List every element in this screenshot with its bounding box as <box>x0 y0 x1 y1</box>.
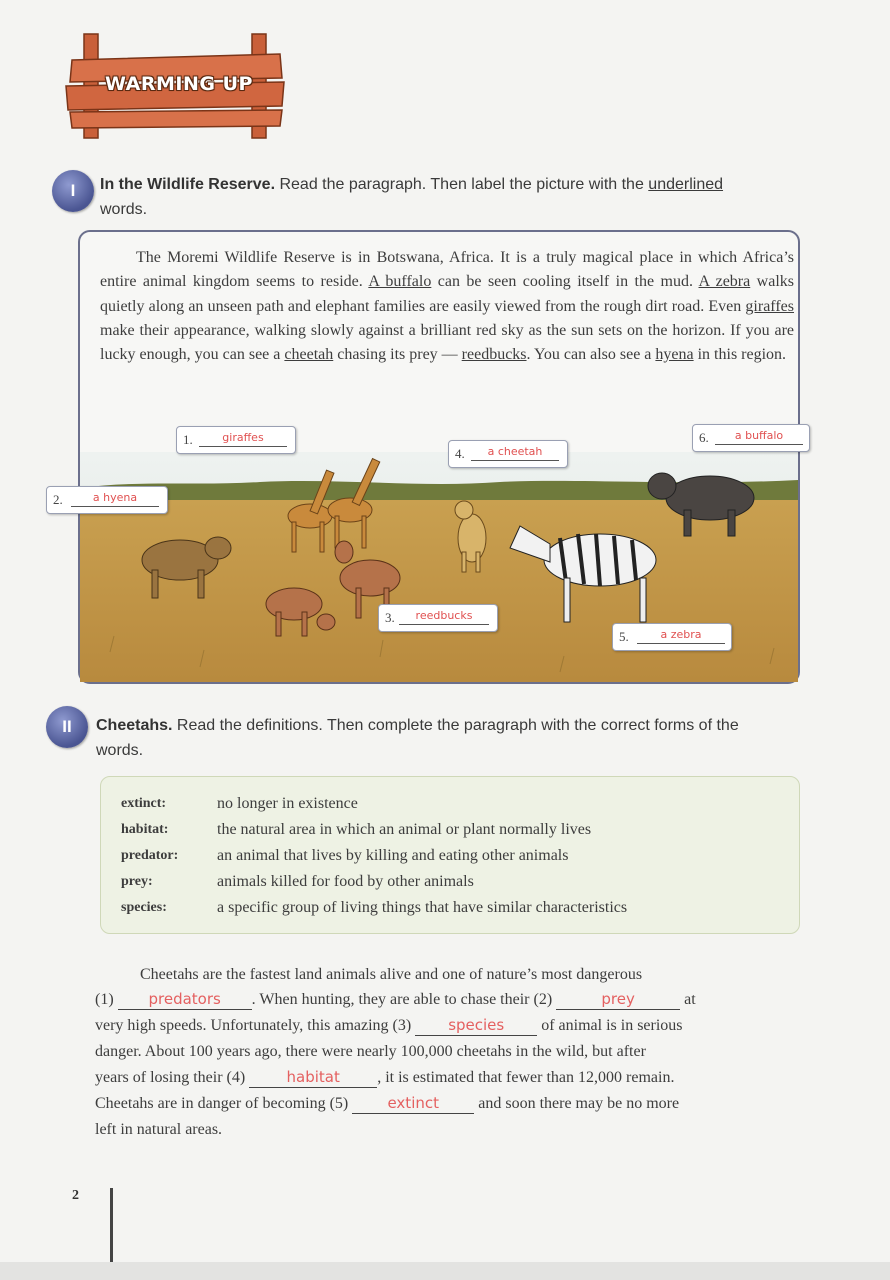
section-1-badge: I <box>52 170 94 212</box>
page-number: 2 <box>72 1188 79 1203</box>
cheetah-paragraph-line-5 <box>95 1069 800 1088</box>
paragraph-text: Africa’s entire animal kingdom seems to reside. <box>100 249 794 291</box>
cheetah-paragraph-line-3 <box>95 1017 800 1036</box>
paragraph-text: , it is estimated that fewer than 12,000 remain. <box>377 1069 675 1086</box>
label-answer: a hyena <box>71 491 159 507</box>
definition-term: species: <box>121 900 167 915</box>
page-bottom-band <box>0 1262 890 1280</box>
wildlife-reserve-frame <box>53 230 800 684</box>
label-number: 2. <box>53 492 63 507</box>
paragraph-text: . You can also see a <box>526 346 656 364</box>
definition-term: prey: <box>121 874 153 889</box>
underlined-word: underlined <box>648 176 724 193</box>
paragraph-text: (1) <box>95 991 118 1008</box>
blank-answer-2[interactable]: prey <box>556 991 680 1010</box>
blank-answer-5[interactable]: extinct <box>352 1095 474 1114</box>
definition-term: extinct: <box>121 796 167 811</box>
label-answer: a zebra <box>637 628 725 644</box>
blank-answer-1[interactable]: predators <box>118 991 252 1010</box>
definition-text: animals killed for food by other animals <box>217 873 474 890</box>
label-number: 6. <box>699 430 709 445</box>
blank-answer-4[interactable]: habitat <box>249 1069 377 1088</box>
paragraph-text: very high speeds. Unfortunately, this amazing (3) <box>95 1017 416 1034</box>
label-6-buffalo[interactable] <box>692 424 810 452</box>
underlined-vocab-word: A zebra <box>698 273 751 291</box>
section-1-title: In the Wildlife Reserve. <box>100 176 276 193</box>
section-1-instruction: Read the paragraph. Then label the picture with the <box>275 176 649 193</box>
cheetah-paragraph-line-7: left in natural areas. <box>95 1121 223 1138</box>
page-divider <box>110 1188 113 1263</box>
paragraph-text: of animal is in serious <box>537 1017 683 1034</box>
definition-text: an animal that lives by killing and eating other animals <box>217 847 569 864</box>
cheetah-paragraph-line-4: danger. About 100 years ago, there were nearly 100,000 cheetahs in the wild, but after <box>95 1043 646 1060</box>
label-number: 5. <box>619 629 629 644</box>
label-answer: a buffalo <box>715 429 803 445</box>
banner-title: WARMING UP <box>105 73 253 95</box>
section-2-instruction: Read the definitions. Then complete the paragraph with the correct forms of the <box>172 717 739 734</box>
paragraph-text: years of losing their (4) <box>95 1069 250 1086</box>
paragraph-text: chasing its prey — <box>333 346 462 364</box>
definition-text: a specific group of living things that have similar characteristics <box>217 899 628 916</box>
label-4-cheetah[interactable] <box>448 440 568 468</box>
section-2-heading <box>96 713 806 763</box>
label-answer: a cheetah <box>471 445 559 461</box>
reserve-paragraph <box>100 246 794 367</box>
blank-answer-3[interactable]: species <box>415 1017 537 1036</box>
label-number: 1. <box>183 432 193 447</box>
paragraph-text: make their appearance, walking slowly against a brilliant red sky as the sun sets on the horizon. If you are lucky enough, you can see a <box>100 321 794 364</box>
paragraph-text: in this region. <box>693 346 787 364</box>
cheetah-paragraph-line-1: Cheetahs are the fastest land animals alive and one of nature’s most dangerous <box>140 966 643 983</box>
underlined-vocab-word: reedbucks <box>461 346 527 364</box>
paragraph-text: and soon there may be no more <box>474 1095 680 1112</box>
label-5-zebra[interactable] <box>612 623 732 651</box>
section-2-title: Cheetahs. <box>96 717 173 734</box>
label-number: 3. <box>385 610 395 625</box>
paragraph-text: . When hunting, they are able to chase their (2) <box>251 991 557 1008</box>
section-2-instruction-end: words. <box>96 742 144 759</box>
paragraph-text: can be seen cooling itself in the mud. <box>431 273 699 291</box>
label-1-giraffes[interactable] <box>176 426 296 454</box>
label-3-reedbucks[interactable] <box>378 604 498 632</box>
definition-text: no longer in existence <box>217 795 358 812</box>
cheetah-paragraph-line-2 <box>95 991 800 1010</box>
underlined-vocab-word: cheetah <box>284 346 334 364</box>
label-answer: giraffes <box>199 431 287 447</box>
underlined-vocab-word: giraffes <box>745 297 794 315</box>
label-2-hyena[interactable] <box>46 486 168 514</box>
section-1-instruction-end: words. <box>100 201 148 218</box>
label-number: 4. <box>455 446 465 461</box>
label-answer: reedbucks <box>399 609 489 625</box>
paragraph-text: at <box>680 991 696 1008</box>
definition-term: habitat: <box>121 822 169 837</box>
definitions-box <box>100 776 800 934</box>
definition-term: predator: <box>121 848 179 863</box>
underlined-vocab-word: hyena <box>655 346 694 364</box>
section-2-badge: II <box>46 706 88 748</box>
definition-text: the natural area in which an animal or plant normally lives <box>217 821 592 838</box>
underlined-vocab-word: A buffalo <box>368 273 432 291</box>
paragraph-text: walks quietly along an unseen path and elephant families are easily viewed from the rough dirt road. Even <box>100 273 795 315</box>
section-1-heading <box>100 172 805 222</box>
paragraph-text: Cheetahs are in danger of becoming (5) <box>95 1095 353 1112</box>
paragraph-text: The Moremi Wildlife Reserve is in Botswana, Africa. It is a truly magical place in which <box>136 249 743 266</box>
cheetah-paragraph-line-6 <box>95 1095 800 1114</box>
